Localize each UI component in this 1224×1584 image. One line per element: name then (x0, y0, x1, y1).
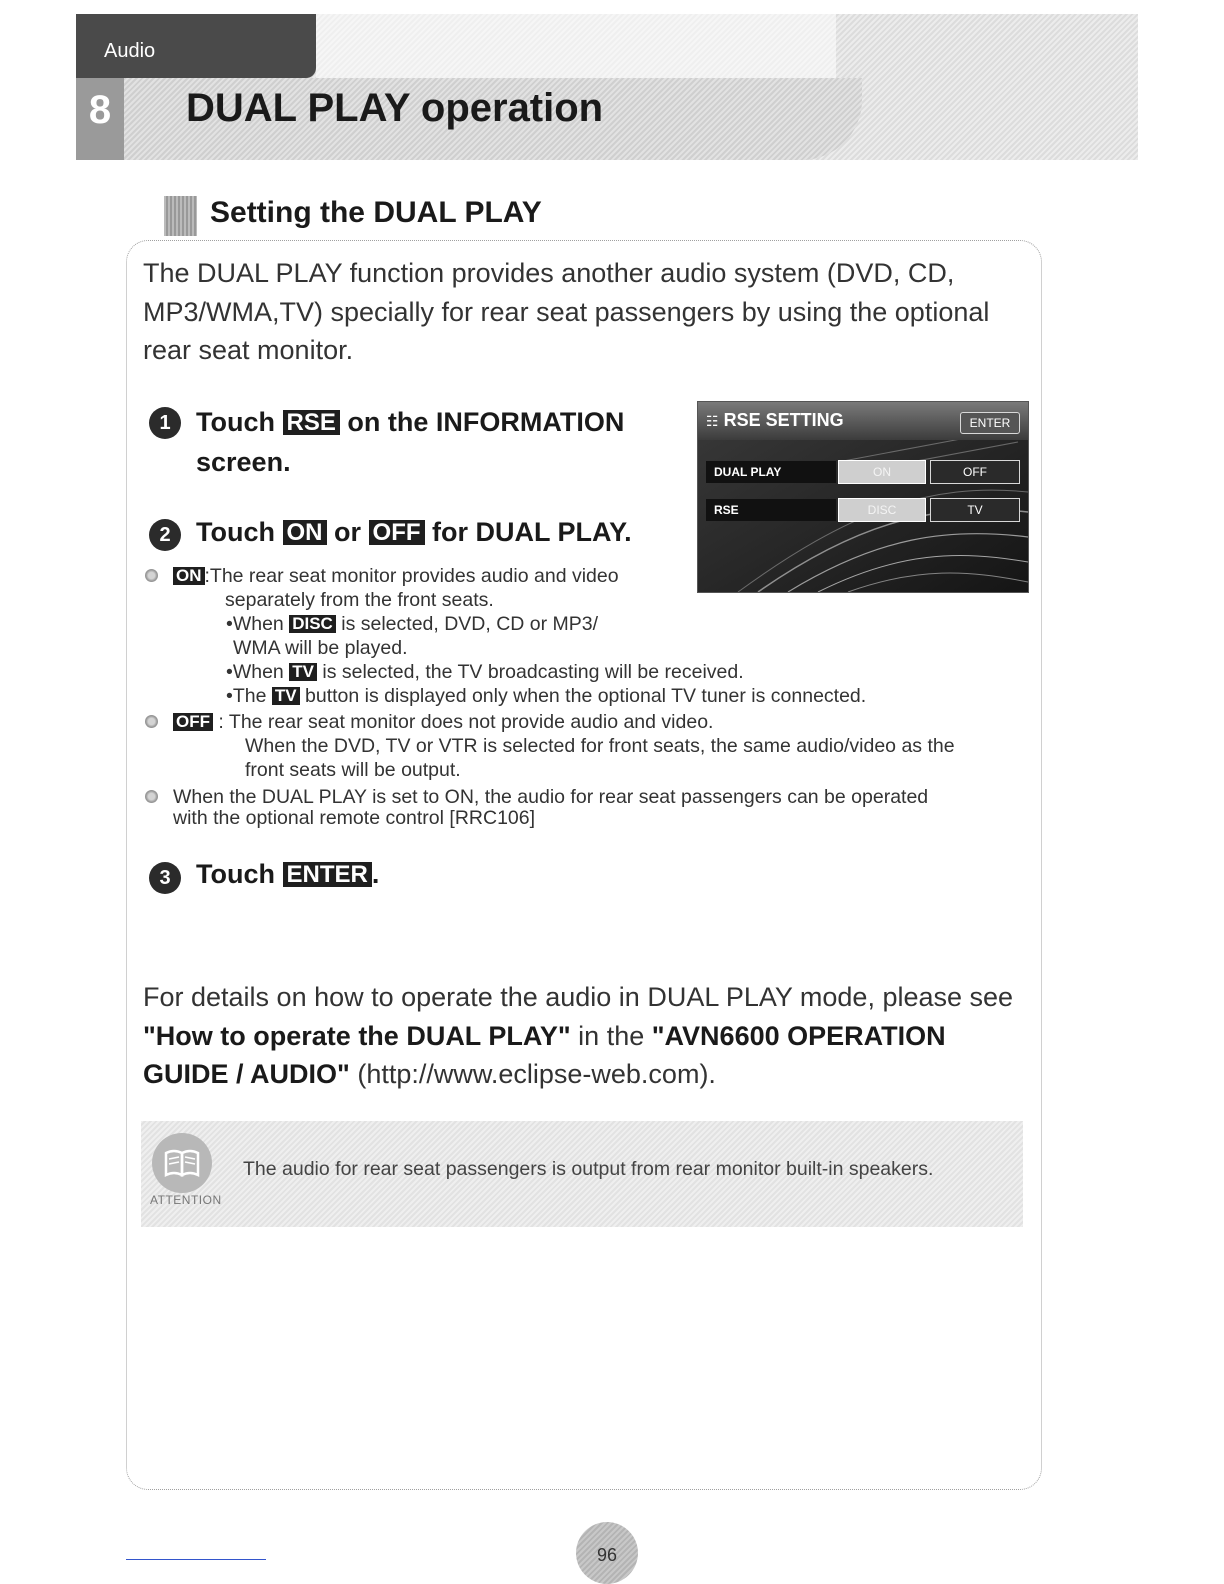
screenshot-title-text: RSE SETTING (723, 410, 844, 430)
dual-play-label: DUAL PLAY (706, 461, 836, 483)
off-note-key: OFF (173, 713, 213, 731)
tv-note-2-suffix: button is displayed only when the optional TV tuner is connected. (305, 685, 867, 707)
step-1-touch: Touch (196, 407, 275, 437)
bullet-icon (145, 715, 158, 728)
step-2-after: for DUAL PLAY. (432, 517, 632, 547)
settings-icon: ☷ (706, 413, 719, 429)
rse-label: RSE (706, 499, 836, 521)
attention-label: ATTENTION (150, 1193, 222, 1207)
footer-rule (126, 1559, 266, 1560)
details-text-2: in the (578, 1020, 645, 1051)
details-text-3: (http://www.eclipse-web.com). (357, 1059, 716, 1089)
step-1-after: on the INFORMATION (347, 407, 625, 437)
rse-disc-button[interactable]: DISC (838, 498, 926, 522)
dual-play-on-button[interactable]: ON (838, 460, 926, 484)
off-note-line1 (173, 710, 713, 734)
screenshot-title (706, 410, 844, 431)
tv-note-suffix: is selected, the TV broadcasting will be received. (322, 661, 744, 683)
on-note-line1 (173, 564, 619, 588)
page-number: 96 (596, 1545, 618, 1565)
disc-note-line2: WMA will be played. (233, 637, 408, 659)
bullet-icon (145, 790, 158, 803)
page-title: DUAL PLAY operation (186, 86, 604, 130)
attention-text: The audio for rear seat passengers is output from rear monitor built-in speakers. (243, 1158, 934, 1180)
step-1-number: 1 (149, 407, 181, 439)
dual-play-off-button[interactable]: OFF (930, 460, 1020, 484)
step-1-text (196, 402, 624, 442)
step-2-number: 2 (149, 519, 181, 551)
section-tab-label: Audio (104, 40, 156, 62)
remote-note-line2: with the optional remote control [RRC106] (173, 807, 536, 829)
step-2-touch: Touch (196, 517, 275, 547)
on-note-key: ON (173, 567, 205, 585)
chapter-number: 8 (76, 78, 124, 160)
details-bold-2: "AVN6600 OPERATION GUIDE / AUDIO" (143, 1020, 946, 1089)
enter-key: ENTER (283, 862, 372, 887)
off-note-text: : The rear seat monitor does not provide audio and video. (218, 711, 714, 733)
tv-note-2-prefix: •The (226, 685, 267, 707)
rse-tv-button[interactable]: TV (930, 498, 1020, 522)
details-paragraph (143, 978, 1023, 1094)
header-highlight (316, 14, 836, 78)
section-heading: Setting the DUAL PLAY (210, 196, 542, 229)
intro-paragraph: The DUAL PLAY function provides another audio system (DVD, CD, MP3/WMA,TV) specially for rear seat passengers by using the optional rear seat monitor. (143, 258, 990, 365)
step-3-number: 3 (149, 862, 181, 894)
disc-note (226, 612, 598, 636)
on-key: ON (283, 520, 327, 545)
on-note-line2: separately from the front seats. (225, 589, 494, 611)
on-note-text: :The rear seat monitor provides audio and video (204, 565, 619, 587)
screenshot-enter-button[interactable]: ENTER (960, 412, 1020, 434)
disc-note-prefix: •When (226, 613, 284, 635)
off-note-line2: When the DVD, TV or VTR is selected for front seats, the same audio/video as the (245, 735, 955, 757)
step-3-text (196, 854, 379, 894)
rse-setting-screenshot (697, 401, 1029, 593)
book-icon (152, 1133, 212, 1193)
tv-key-2: TV (272, 687, 300, 705)
step-1-line2: screen. (196, 447, 291, 477)
tv-note-2 (226, 684, 866, 708)
step-2-or: or (334, 517, 362, 547)
disc-key: DISC (289, 615, 336, 633)
section-marker (164, 196, 197, 236)
section-tab (76, 14, 316, 78)
tv-note-prefix: •When (226, 661, 284, 683)
details-bold-1: "How to operate the DUAL PLAY" (143, 1020, 571, 1051)
details-text-1: For details on how to operate the audio in DUAL PLAY mode, please see (143, 982, 1014, 1012)
remote-note-line1: When the DUAL PLAY is set to ON, the audio for rear seat passengers can be operated (173, 786, 929, 808)
step-3-touch: Touch (196, 859, 275, 889)
tv-note (226, 660, 744, 684)
step-3-period: . (371, 859, 380, 889)
rse-key: RSE (283, 410, 340, 435)
tv-key: TV (289, 663, 317, 681)
off-note-line3: front seats will be output. (245, 759, 461, 781)
off-key: OFF (369, 520, 425, 545)
step-2-text (196, 512, 632, 552)
bullet-icon (145, 569, 158, 582)
disc-note-suffix: is selected, DVD, CD or MP3/ (341, 613, 599, 635)
